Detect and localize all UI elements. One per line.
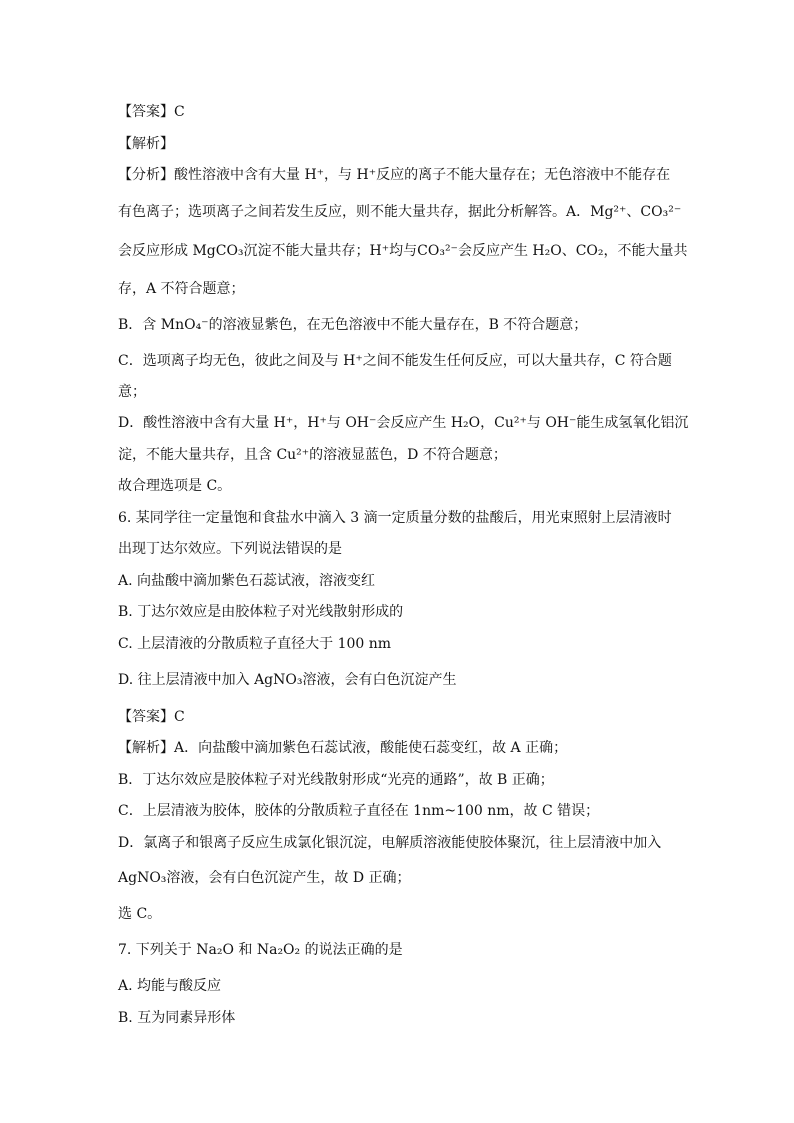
answer-label-q5: 【答案】C <box>118 104 185 120</box>
question-6-option-c: C. 上层清液的分散质粒子直径大于 100 nm <box>118 636 392 652</box>
question-6-stem: 出现丁达尔效应。下列说法错误的是 <box>118 541 342 557</box>
analysis-text-line: 意； <box>118 384 146 400</box>
analysis-text-line: 【分析】酸性溶液中含有大量 H⁺，与 H⁺反应的离子不能大量存在；无色溶液中不能存在 <box>118 167 671 183</box>
analysis-text-line: AgNO₃溶液，会有白色沉淀产生，故 D 正确； <box>118 870 411 886</box>
analysis-text-line: 有色离子；选项离子之间若发生反应，则不能大量共存，据此分析解答。A．Mg²⁺、CO₃²⁻ <box>118 204 682 220</box>
question-6-stem: 6. 某同学往一定量饱和食盐水中滴入 3 滴一定质量分数的盐酸后，用光束照射上层清液时 <box>118 510 672 526</box>
analysis-q6-b: B．丁达尔效应是胶体粒子对光线散射形成“光亮的通路”，故 B 正确； <box>118 772 554 788</box>
analysis-text-line: 存，A 不符合题意； <box>118 281 245 297</box>
question-7-option-b: B. 互为同素异形体 <box>118 1010 236 1026</box>
question-6-option-d: D. 往上层清液中加入 AgNO₃溶液，会有白色沉淀产生 <box>118 672 457 688</box>
analysis-option-c: C．选项离子均无色，彼此之间及与 H⁺之间不能发生任何反应，可以大量共存，C 符合题 <box>118 353 672 369</box>
question-7-stem: 7. 下列关于 Na₂O 和 Na₂O₂ 的说法正确的是 <box>118 942 403 958</box>
analysis-q6-d: D．氯离子和银离子反应生成氯化银沉淀，电解质溶液能使胶体聚沉，往上层清液中加入 <box>118 835 662 851</box>
analysis-text-line: 淀，不能大量共存，且含 Cu²⁺的溶液显蓝色，D 不符合题意； <box>118 447 507 463</box>
analysis-option-d: D．酸性溶液中含有大量 H⁺，H⁺与 OH⁻会反应产生 H₂O，Cu²⁺与 OH⁻能生成氢氧化铝沉 <box>118 415 689 431</box>
question-7-option-a: A. 均能与酸反应 <box>118 978 222 994</box>
analysis-q6-a: 【解析】A．向盐酸中滴加紫色石蕊试液，酸能使石蕊变红，故 A 正确； <box>118 740 568 756</box>
analysis-q6-c: C．上层清液为胶体，胶体的分散质粒子直径在 1nm~100 nm，故 C 错误； <box>118 803 600 819</box>
conclusion-q6: 选 C。 <box>118 906 162 922</box>
answer-label-q6: 【答案】C <box>118 709 185 725</box>
analysis-option-b: B．含 MnO₄⁻的溶液显紫色，在无色溶液中不能大量存在，B 不符合题意； <box>118 317 588 333</box>
conclusion-q5: 故合理选项是 C。 <box>118 478 232 494</box>
question-6-option-a: A. 向盐酸中滴加紫色石蕊试液，溶液变红 <box>118 573 376 589</box>
analysis-label-q5: 【解析】 <box>118 136 174 152</box>
analysis-text-line: 会反应形成 MgCO₃沉淀不能大量共存；H⁺均与CO₃²⁻会反应产生 H₂O、CO₂，不能大量共 <box>118 243 688 259</box>
question-6-option-b: B. 丁达尔效应是由胶体粒子对光线散射形成的 <box>118 604 404 620</box>
